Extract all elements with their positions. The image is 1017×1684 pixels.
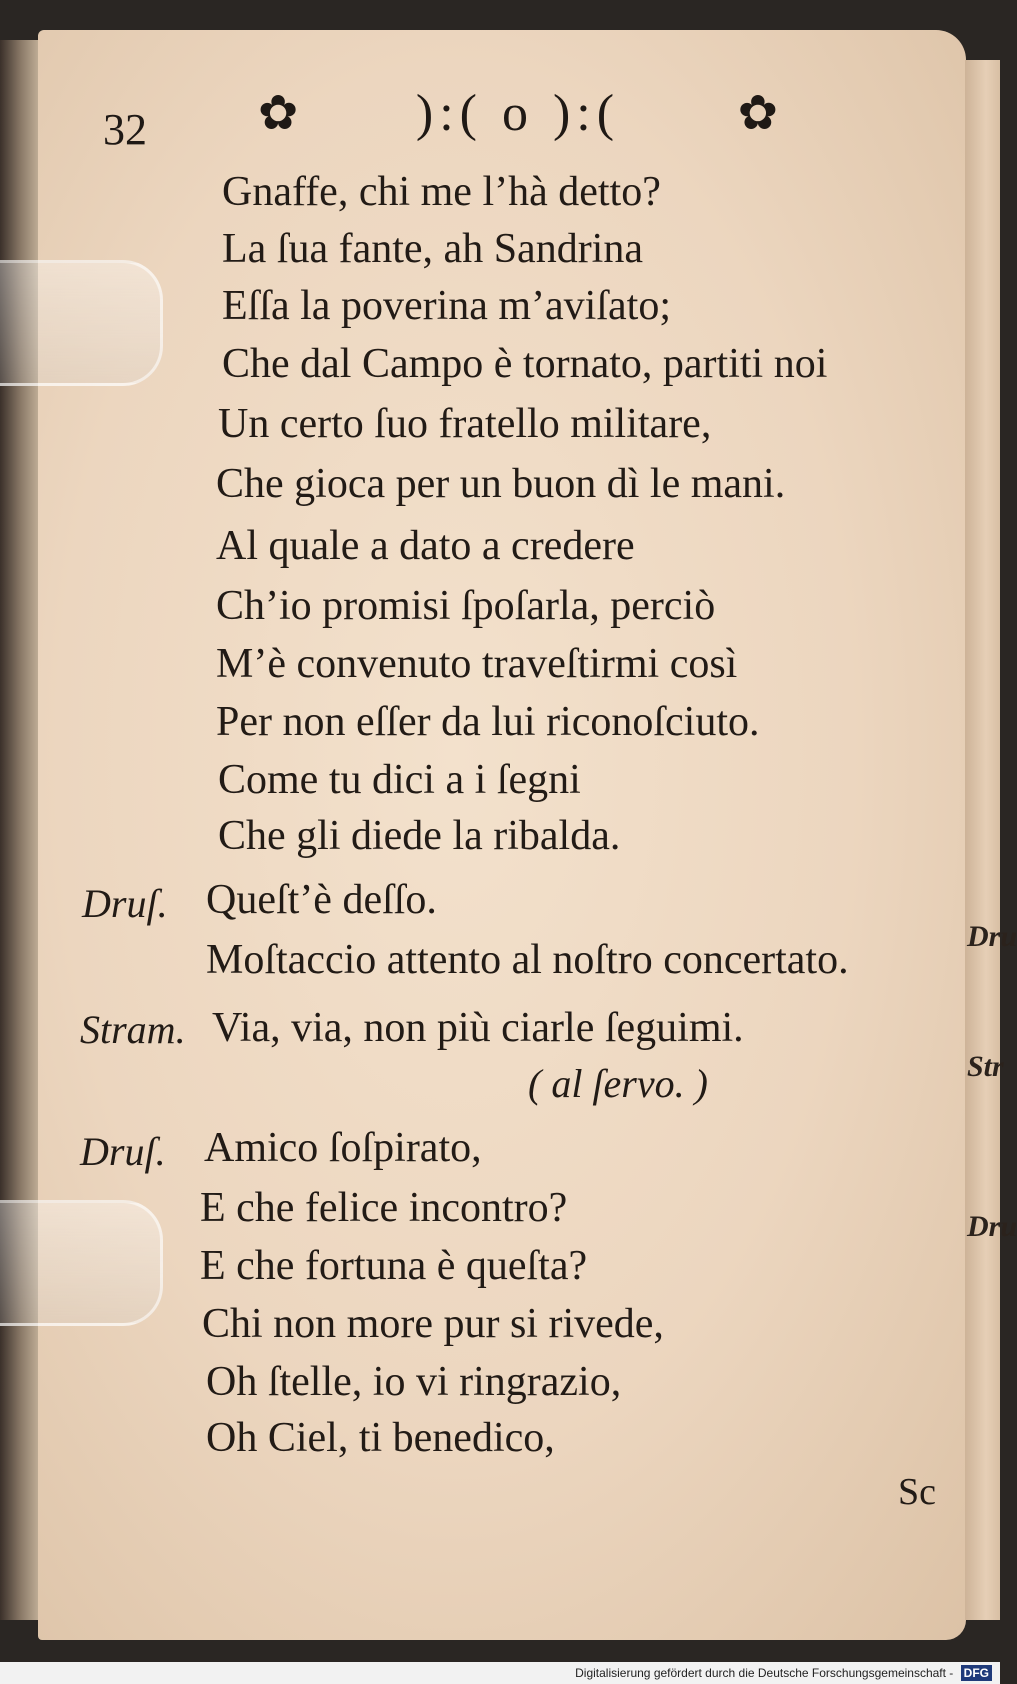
glass-clip-top xyxy=(0,260,163,386)
facing-fragment: Dru xyxy=(967,1210,1017,1243)
facing-fragment: Str xyxy=(967,1050,1004,1083)
page-number: 32 xyxy=(103,105,147,154)
text-line: La ſua fante, ah Sandrina xyxy=(222,226,643,272)
text-line: Per non eſſer da lui riconoſciuto. xyxy=(216,699,760,745)
speaker-label: Druſ. xyxy=(82,881,168,926)
flower-ornament-icon: ✿ xyxy=(737,87,778,140)
speaker-label: Stram. xyxy=(80,1007,186,1052)
text-line: Queſt’è deſſo. xyxy=(206,877,437,923)
stage-direction: ( al ſervo. ) xyxy=(528,1061,708,1106)
facing-page-edge xyxy=(965,60,1017,1620)
text-line: Che gioca per un buon dì le mani. xyxy=(216,461,786,507)
text-line: M’è convenuto traveſtirmi così xyxy=(216,641,738,687)
text-line: E che felice incontro? xyxy=(200,1185,568,1231)
text-line: Eſſa la poverina m’aviſato; xyxy=(222,283,671,329)
text-line: Un certo ſuo fratello militare, xyxy=(218,401,712,447)
glass-clip-bottom xyxy=(0,1200,163,1326)
text-line: Amico ſoſpirato, xyxy=(204,1125,482,1171)
text-line: Al quale a dato a credere xyxy=(216,523,635,569)
ornament-text: ):( o ):( xyxy=(415,84,621,142)
dfg-logo: DFG xyxy=(961,1665,992,1681)
text-line: Che gli diede la ribalda. xyxy=(218,813,621,859)
text-line: Moſtaccio attento al noſtro concertato. xyxy=(206,937,849,983)
catchword: Sc xyxy=(898,1471,936,1513)
text-line: Gnaffe, chi me l’hà detto? xyxy=(222,169,661,215)
facing-fragment: Dru xyxy=(967,920,1017,953)
text-line: Come tu dici a i ſegni xyxy=(218,757,581,803)
header-ornament xyxy=(258,78,778,148)
text-line: E che fortuna è queſta? xyxy=(200,1243,588,1289)
speaker-label: Druſ. xyxy=(80,1129,166,1174)
text-line: Via, via, non più ciarle ſeguimi. xyxy=(212,1005,744,1051)
text-line: Oh Ciel, ti benedico, xyxy=(206,1415,555,1461)
text-line: Ch’io promisi ſpoſarla, perciò xyxy=(216,583,716,629)
text-line: Chi non more pur si rivede, xyxy=(202,1301,664,1347)
text-line: Che dal Campo è tornato, partiti noi xyxy=(222,341,828,387)
footer-text: Digitalisierung gefördert durch die Deutsche Forschungsgemeinschaft - xyxy=(575,1666,954,1680)
text-line: Oh ſtelle, io vi ringrazio, xyxy=(206,1359,622,1405)
footer-credit xyxy=(0,1662,1000,1684)
flower-ornament-icon: ✿ xyxy=(258,87,299,140)
